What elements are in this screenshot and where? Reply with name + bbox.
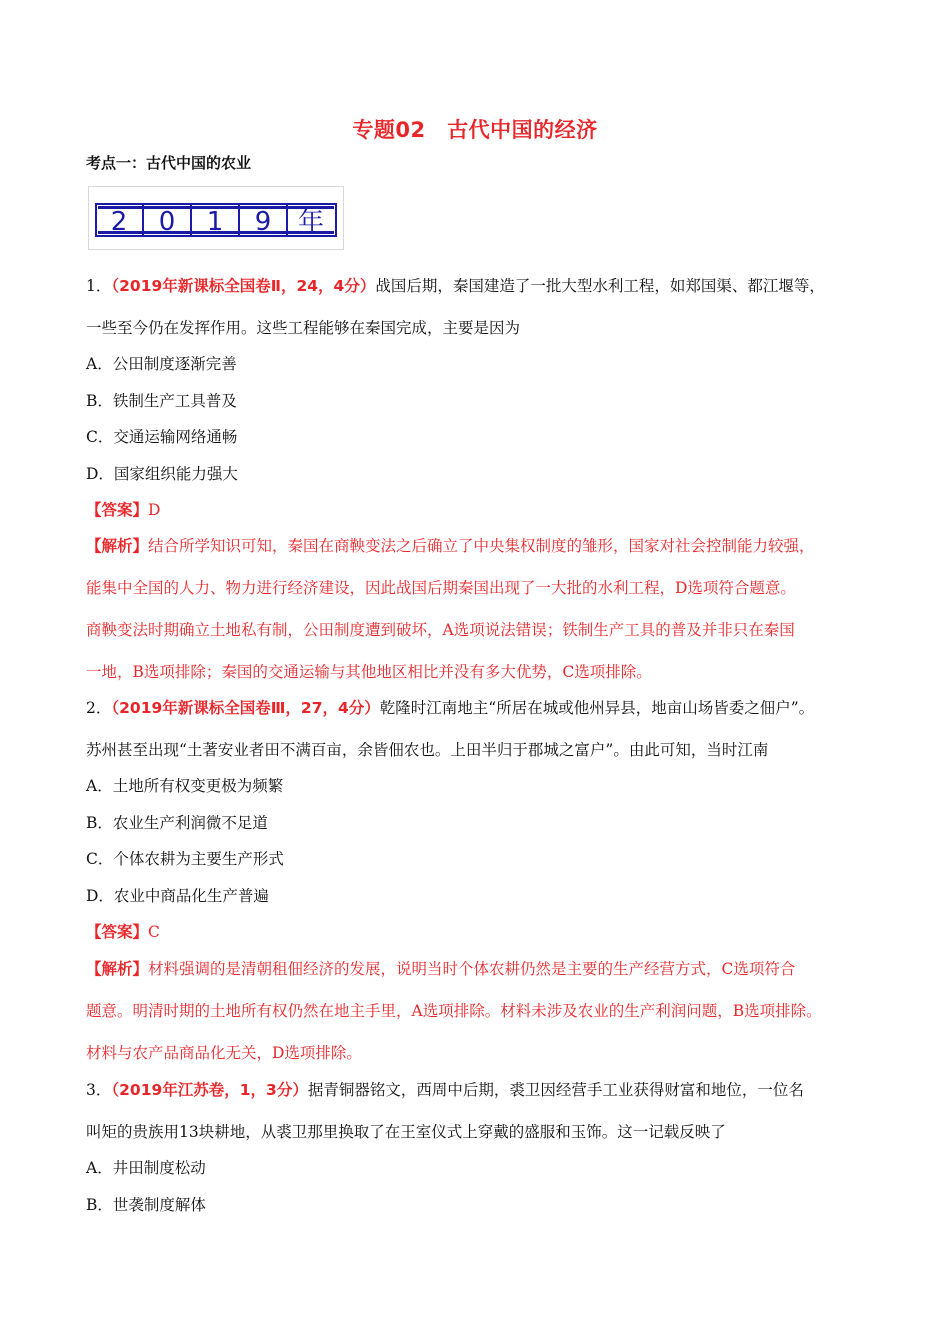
question-2-stem-cont: 苏州甚至出现“土著安业者田不满百亩，余皆佃农也。上田半归于郡城之富户”。由此可知，当时江南 — [86, 741, 769, 759]
question-1-option-c: C．交通运输网络通畅 — [86, 428, 238, 446]
question-2-analysis-line-2: 题意。明清时期的土地所有权仍然在地主手里，A选项排除。材料未涉及农业的生产利润问题，B选项排除。 — [86, 1002, 822, 1020]
question-text: 战国后期，秦国建造了一批大型水利工程，如郑国渠、都江堰等， — [375, 277, 825, 295]
question-2-analysis-line-1 — [86, 957, 795, 979]
year-digit-4: 9 — [254, 207, 272, 237]
question-2-option-a: A．土地所有权变更极为频繁 — [86, 777, 284, 795]
page-title: 专题02 古代中国的经济 — [352, 118, 598, 142]
question-3-stem-cont: 叫矩的贵族用13块耕地，从裘卫那里换取了在王室仪式上穿戴的盛服和玉饰。这一记载反映了 — [86, 1123, 726, 1141]
question-2-analysis-line-3: 材料与农产品商品化无关，D选项排除。 — [86, 1044, 362, 1062]
question-number: 1． — [86, 277, 112, 295]
answer-value: C — [148, 923, 160, 941]
question-source: （2019年江苏卷，1，3分） — [111, 1081, 308, 1099]
question-2-option-c: C．个体农耕为主要生产形式 — [86, 850, 284, 868]
question-1-analysis-line-3: 商鞅变法时期确立土地私有制，公田制度遭到破坏，A选项说法错误；铁制生产工具的普及并非只在秦国 — [86, 621, 795, 639]
question-1-stem-cont: 一些至今仍在发挥作用。这些工程能够在秦国完成，主要是因为 — [86, 319, 521, 337]
question-3-option-a: A．井田制度松动 — [86, 1159, 206, 1177]
question-1-option-a: A．公田制度逐渐完善 — [86, 355, 237, 373]
year-2019-badge — [88, 186, 344, 250]
question-1-answer — [86, 498, 160, 520]
analysis-label: 【解析】 — [86, 536, 149, 555]
question-2-option-b: B．农业生产利润微不足道 — [86, 814, 268, 832]
answer-value: D — [148, 501, 161, 519]
year-digit-2: 0 — [158, 207, 176, 237]
year-badge-strip — [95, 203, 337, 237]
question-3-stem — [86, 1078, 804, 1100]
question-2-answer — [86, 920, 160, 942]
question-2-option-d: D．农业中商品化生产普遍 — [86, 887, 269, 905]
question-text: 据青铜器铭文，西周中后期，裘卫因经营手工业获得财富和地位，一位名 — [307, 1081, 804, 1099]
question-number: 3． — [86, 1081, 112, 1099]
question-1-option-d: D．国家组织能力强大 — [86, 465, 238, 483]
question-2-stem — [86, 696, 814, 718]
question-number: 2． — [86, 699, 112, 717]
year-digit-1: 2 — [110, 207, 128, 237]
section-heading: 考点一：古代中国的农业 — [86, 154, 252, 172]
question-1-option-b: B．铁制生产工具普及 — [86, 392, 237, 410]
question-source: （2019年新课标全国卷Ⅲ，27，4分） — [111, 699, 380, 717]
question-source: （2019年新课标全国卷Ⅱ，24，4分） — [111, 277, 376, 295]
analysis-text: 结合所学知识可知，秦国在商鞅变法之后确立了中央集权制度的雏形，国家对社会控制能力较强， — [148, 537, 815, 555]
analysis-label: 【解析】 — [86, 959, 149, 978]
question-text: 乾隆时江南地主“所居在城或他州异县，地亩山场皆委之佃户”。 — [379, 699, 815, 717]
question-1-stem — [86, 274, 825, 296]
year-digit-3: 1 — [206, 207, 224, 237]
answer-label: 【答案】 — [86, 922, 149, 941]
answer-label: 【答案】 — [86, 500, 149, 519]
question-1-analysis-line-2: 能集中全国的人力、物力进行经济建设，因此战国后期秦国出现了一大批的水利工程，D选项符合题意。 — [86, 579, 796, 597]
question-1-analysis-line-1 — [86, 534, 815, 556]
analysis-text: 材料强调的是清朝租佃经济的发展，说明当时个体农耕仍然是主要的生产经营方式，C选项符合 — [148, 960, 796, 978]
year-char: 年 — [297, 207, 325, 237]
question-3-option-b: B．世袭制度解体 — [86, 1196, 206, 1214]
question-1-analysis-line-4: 一地，B选项排除；秦国的交通运输与其他地区相比并没有多大优势，C选项排除。 — [86, 663, 652, 681]
